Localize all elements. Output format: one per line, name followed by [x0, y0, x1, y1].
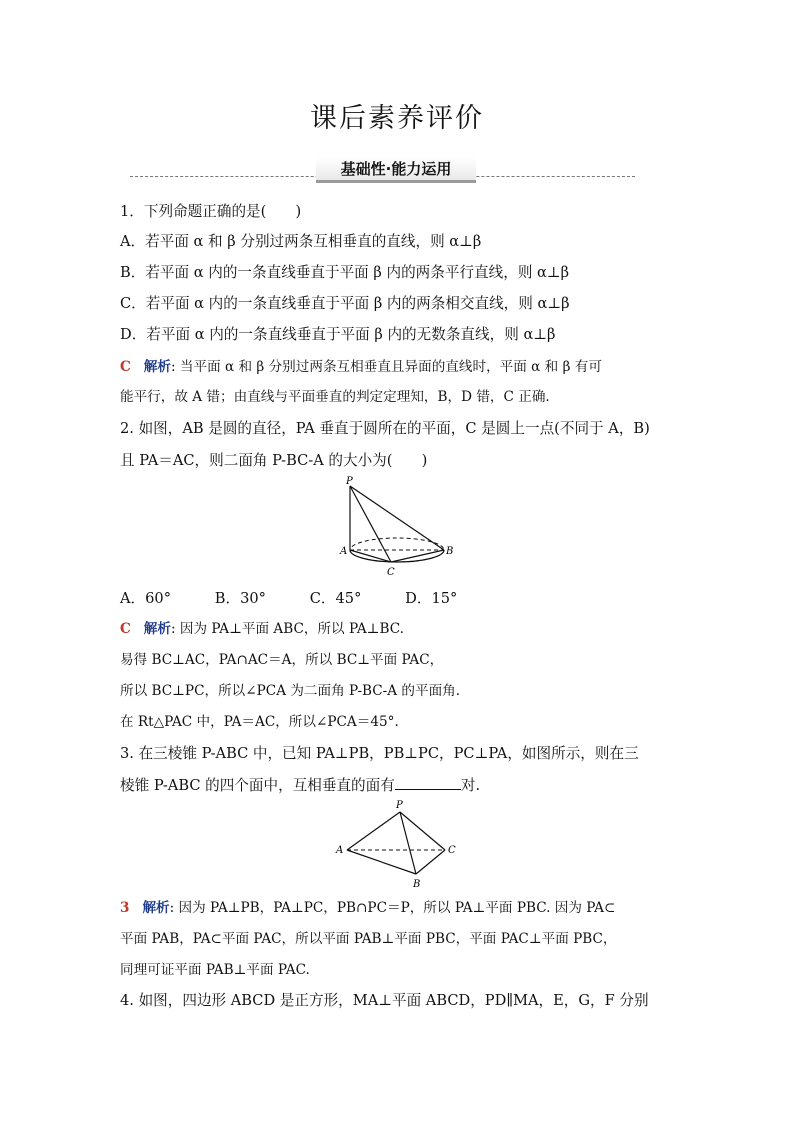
- q2-figure: [335, 474, 465, 582]
- q2-solution-line-2: 易得 BC⊥AC，PA∩AC＝A，所以 BC⊥平面 PAC，: [120, 652, 444, 668]
- q1-solution-line-1: [120, 357, 602, 377]
- q1-option-d: D．若平面 α 内的一条直线垂直于平面 β 内的无数条直线，则 α⊥β: [120, 326, 556, 343]
- q3-answer: 3: [120, 900, 130, 916]
- q3-jiexi-label: 解析: [142, 900, 170, 916]
- q2-label-c: C: [387, 567, 395, 578]
- q2-label-a: A: [340, 546, 348, 557]
- q2-stem-line-1: 2. 如图，AB 是圆的直径，PA 垂直于圆所在的平面，C 是圆上一点(不同于 A，B): [120, 420, 650, 437]
- q3-edge-pa: [347, 812, 400, 850]
- q1-solution-text: : 当平面 α 和 β 分别过两条互相垂直且异面的直线时，平面 α 和 β 有可: [170, 359, 602, 375]
- q1-option-c: C．若平面 α 内的一条直线垂直于平面 β 内的两条相交直线，则 α⊥β: [120, 295, 570, 312]
- q2-edge-bc: [391, 550, 444, 562]
- q2-solution-line-1: [120, 619, 404, 639]
- q2-label-p: P: [346, 476, 353, 487]
- q3-edge-pc: [400, 812, 445, 850]
- q3-stem-suffix: 对.: [460, 777, 481, 794]
- q3-solution-text: : 因为 PA⊥PB，PA⊥PC，PB∩PC＝P，所以 PA⊥平面 PBC. 因为 PA⊂: [169, 900, 616, 916]
- q3-answer-blank: [395, 775, 461, 790]
- q4-stem-line-1: 4. 如图，四边形 ABCD 是正方形，MA⊥平面 ABCD，PD∥MA，E，G，F 分别: [120, 992, 649, 1009]
- q3-label-p: P: [396, 800, 403, 811]
- q2-options: A．60° B．30° C．45° D．15°: [120, 590, 458, 607]
- q2-answer: C: [120, 621, 131, 637]
- q1-solution-line-2: 能平行，故 A 错；由直线与平面垂直的判定定理知，B，D 错，C 正确.: [120, 389, 550, 405]
- q1-option-a: A．若平面 α 和 β 分别过两条互相垂直的直线，则 α⊥β: [120, 233, 482, 250]
- q2-stem-line-2: 且 PA＝AC，则二面角 P-BC-A 的大小为( ): [120, 452, 428, 469]
- q3-label-b: B: [413, 879, 421, 890]
- q2-solution-line-4: 在 Rt△PAC 中，PA＝AC，所以∠PCA＝45°.: [120, 714, 399, 730]
- q3-edge-bc: [416, 850, 445, 874]
- q2-jiexi-label: 解析: [143, 621, 171, 637]
- q3-edge-ab: [347, 850, 416, 874]
- q1-jiexi-label: 解析: [143, 359, 171, 375]
- q2-label-b: B: [446, 546, 454, 557]
- q1-option-b: B．若平面 α 内的一条直线垂直于平面 β 内的两条平行直线，则 α⊥β: [120, 264, 570, 281]
- q3-label-a: A: [336, 845, 344, 856]
- q2-edge-pc: [350, 486, 391, 562]
- q1-stem: 1．下列命题正确的是( ): [120, 203, 302, 220]
- q3-stem-line-1: 3. 在三棱锥 P-ABC 中，已知 PA⊥PB，PB⊥PC，PC⊥PA，如图所示，则在三: [120, 745, 639, 762]
- q3-stem-line-2: [120, 775, 480, 796]
- q2-solution-line-3: 所以 BC⊥PC，所以∠PCA 为二面角 P-BC-A 的平面角.: [120, 683, 461, 699]
- q3-stem-text: 棱锥 P-ABC 的四个面中，互相垂直的面有: [120, 777, 395, 794]
- q3-solution-line-2: 平面 PAB，PA⊂平面 PAC，所以平面 PAB⊥平面 PBC，平面 PAC⊥平面 PBC，: [120, 931, 617, 947]
- q2-edge-pb: [350, 486, 444, 550]
- q1-answer: C: [120, 359, 131, 375]
- page-title: 课后素养评价: [310, 103, 484, 134]
- q3-edge-pb: [400, 812, 416, 874]
- section-header: 基础性·能力运用: [316, 157, 476, 183]
- q3-solution-line-1: [120, 898, 615, 918]
- q2-solution-text: : 因为 PA⊥平面 ABC，所以 PA⊥BC.: [170, 621, 404, 637]
- q3-solution-line-3: 同理可证平面 PAB⊥平面 PAC.: [120, 962, 310, 978]
- q3-label-c: C: [448, 845, 456, 856]
- q3-figure: [333, 798, 463, 890]
